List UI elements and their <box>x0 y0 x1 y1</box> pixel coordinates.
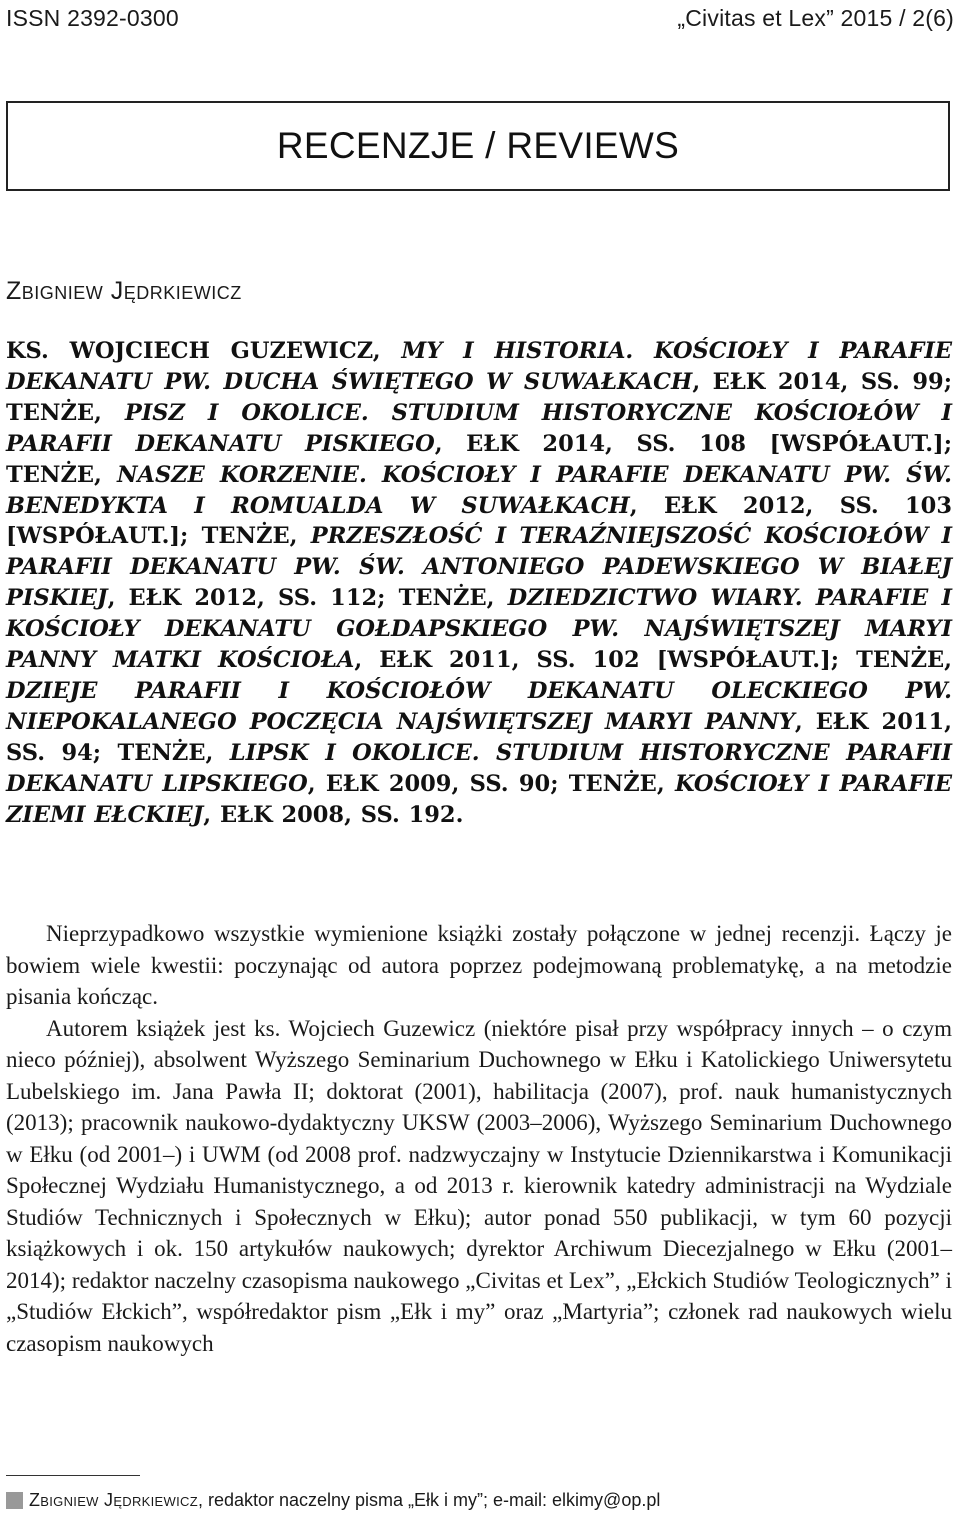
footnote-text: , redaktor naczelny pisma „Ełk i my”; e-mail: elkimy@op.pl <box>197 1490 661 1510</box>
book-title-segment: LIPSK I OKOLICE. STUDIUM HISTORYCZNE PARAFII DEKANATU LIPSKIEGO <box>6 739 952 797</box>
book-title-segment: PISZ I OKOLICE. STUDIUM HISTORYCZNE KOŚCIOŁÓW I PARAFII DEKANATU PISKIEGO <box>6 399 952 457</box>
citation-segment: , EŁK 2011, SS. 94; TENŻE, <box>6 708 952 766</box>
issn: ISSN 2392-0300 <box>6 4 179 31</box>
section-title-box <box>6 101 950 191</box>
footnote-author-name: Zbigniew Jędrkiewicz <box>29 1490 198 1510</box>
book-title-segment: MY I HISTORIA. KOŚCIOŁY I PARAFIE DEKANATU PW. DUCHA ŚWIĘTEGO W SUWAŁKACH <box>6 338 952 395</box>
book-title-segment: NASZE KORZENIE. KOŚCIOŁY I PARAFIE DEKANATU PW. ŚW. BENEDYKTA I ROMUALDA W SUWAŁKACH <box>6 461 953 519</box>
book-title-segment: DZIEJE PARAFII I KOŚCIOŁÓW DEKANATU OLECKIEGO PW. NIEPOKALANEGO POCZĘCIA NAJŚWIĘTSZEJ MARYI PANNY <box>6 677 952 735</box>
body-paragraph: Nieprzypadkowo wszystkie wymienione książki zostały połączone w jednej recenzji. Łączy je bowiem wiele kwestii: poczynając od autora poprzez podejmowaną problematykę, a na metodzie pisania kończąc. <box>6 921 952 1009</box>
review-body <box>6 918 952 1359</box>
square-bullet-icon <box>6 1492 23 1509</box>
citation-segment: , EŁK 2008, SS. 192. <box>203 801 464 828</box>
body-paragraph: Autorem książek jest ks. Wojciech Guzewicz (niektóre pisał przy współpracy innych – o czym nieco później), absolwent Wyższego Seminarium Duchownego w Ełku i Katolickiego Uniwersytetu Lubelskiego im. Jana Pawła II; doktorat (2001), habilitacja (2007), prof. nauk humanistycznych (2013); pracownik naukowo-dydaktyczny UKSW (2003–2006), Wyższego Seminarium Duchownego w Ełku (od 2001–) i UWM (od 2008 prof. nadzwyczajny w Instytucie Dziennikarstwa i Komunikacji Społecznej Wydziału Humanistycznego, a od 2013 r. kierownik katedry administracji na Wydziale Studiów Technicznych i Społecznych w Ełku); autor ponad 550 publikacji, w tym 60 pozycji książkowych i ok. 150 artykułów naukowych; dyrektor Archiwum Diecezjalnego w Ełku (2001–2014); redaktor naczelny czasopisma naukowego „Civitas et Lex”, „Ełckich Studiów Teologicznych” i „Studiów Ełckich”, współredaktor pism „Ełk i my” oraz „Martyria”; członek rad naukowych wielu czasopism naukowych <box>6 1015 952 1356</box>
citation-segment: , EŁK 2012, SS. 103 [WSPÓŁAUT.]; TENŻE, <box>6 492 952 550</box>
citation-segment: , EŁK 2014, SS. 99; TENŻE, <box>6 368 952 426</box>
citation-segment: , EŁK 2009, SS. 90; TENŻE, <box>307 770 675 797</box>
journal-issue: „Civitas et Lex” 2015 / 2(6) <box>677 4 954 31</box>
citation-segment: , EŁK 2012, SS. 112; TENŻE, <box>107 585 508 612</box>
citation-segment: , EŁK 2011, SS. 102 [WSPÓŁAUT.]; TENŻE, <box>354 647 953 674</box>
footnote <box>6 1490 952 1511</box>
review-author: Zbigniew Jędrkiewicz <box>6 277 242 305</box>
book-title-segment: DZIEDZICTWO WIARY. PARAFIE I KOŚCIOŁY DEKANATU GOŁDAPSKIEGO PW. NAJŚWIĘTSZEJ MARYI PANNY MATKI KOŚCIOŁA <box>6 585 952 674</box>
citation-segment: KS. WOJCIECH GUZEWICZ, <box>6 338 402 364</box>
running-header <box>6 2 954 34</box>
reviewed-books-heading <box>6 336 952 831</box>
section-title: RECENZJE / REVIEWS <box>276 125 680 166</box>
book-title-segment: PRZESZŁOŚĆ I TERAŹNIEJSZOŚĆ KOŚCIOŁÓW I PARAFII DEKANATU PW. ŚW. ANTONIEGO PADEWSKIEGO W BIAŁEJ PISKIEJ <box>6 523 952 612</box>
citation-segment: , EŁK 2014, SS. 108 [WSPÓŁAUT.]; TENŻE, <box>6 430 952 488</box>
footnote-divider <box>6 1475 140 1476</box>
book-title-segment: KOŚCIOŁY I PARAFIE ZIEMI EŁCKIEJ <box>6 770 952 828</box>
